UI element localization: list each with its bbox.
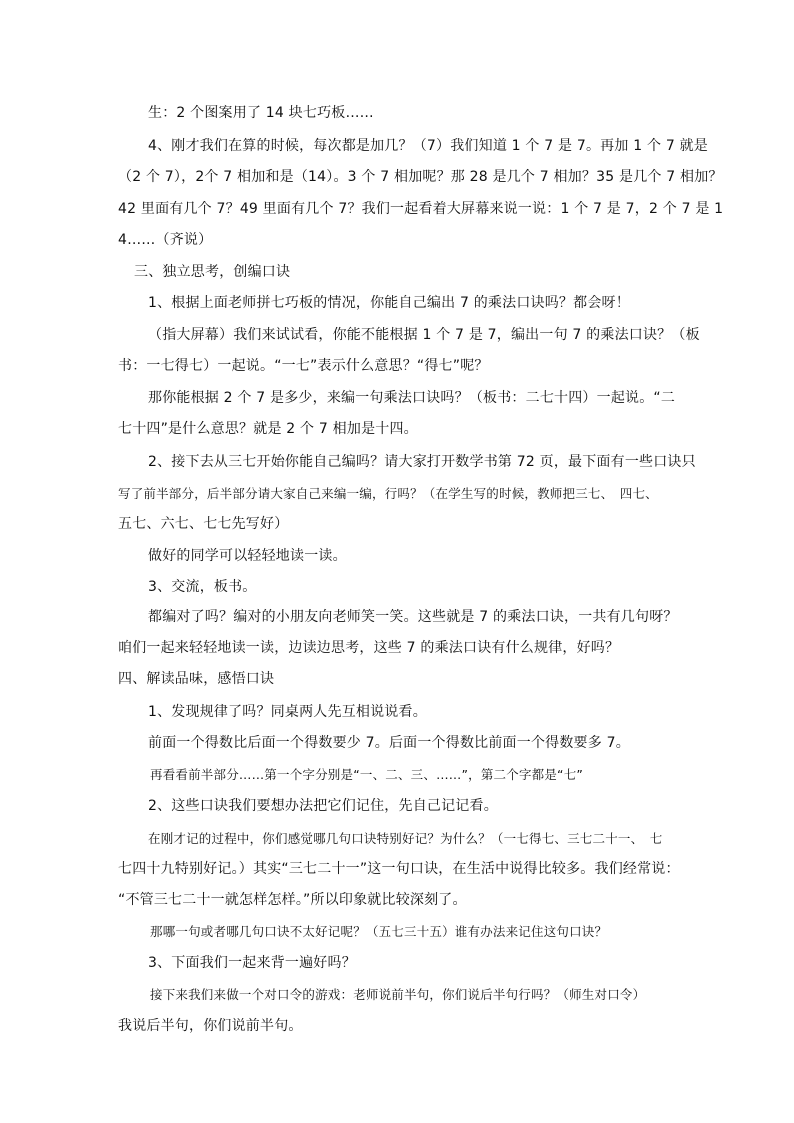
text-line: 4……（齐说） <box>118 232 213 248</box>
text-line: 书：一七得七）一起说。“一七”表示什么意思？“得七”呢？ <box>118 358 489 374</box>
section-heading: 四、解读品味，感悟口诀 <box>118 671 275 687</box>
text-line: 2、这些口诀我们要想办法把它们记住，先自己记记看。 <box>148 798 498 814</box>
text-line: “不管三七二十一就怎样怎样。”所以印象就比较深刻了。 <box>118 892 467 908</box>
text-line: 都编对了吗？编对的小朋友向老师笑一笑。这些就是 7 的乘法口诀，一共有几句呀？ <box>148 609 678 625</box>
text-line: 前面一个得数比后面一个得数要少 7。后面一个得数比前面一个得数要多 7。 <box>148 735 630 751</box>
text-line: 1、发现规律了吗？同桌两人先互相说说看。 <box>148 704 427 720</box>
text-line: 做好的同学可以轻轻地读一读。 <box>148 548 347 564</box>
text-line: 生：2 个图案用了 14 块七巧板…… <box>148 105 374 121</box>
text-line: 五七、六七、七七先写好） <box>118 516 289 532</box>
text-line: 3、下面我们一起来背一遍好吗？ <box>148 955 356 971</box>
text-line: 写了前半部分，后半部分请大家自己来编一编，行吗？（在学生写的时候，教师把三七、 四七、 <box>118 486 658 501</box>
section-heading: 三、独立思考，创编口诀 <box>134 264 291 280</box>
text-line: （2 个 7），2个 7 相加和是（14）。3 个 7 相加呢？那 28 是几个 7 相加？35 是几个 7 相加？ <box>118 169 723 185</box>
text-line: 再看看前半部分……第一个字分别是“一、二、三、……”，第二个字都是“七” <box>150 767 584 782</box>
text-line: 那哪一句或者哪几句口诀不太好记呢？（五七三十五）谁有办法来记住这句口诀？ <box>150 924 608 939</box>
text-line: （指大屏幕）我们来试试看，你能不能根据 1 个 7 是 7，编出一句 7 的乘法口诀？（板 <box>148 327 700 343</box>
text-line: 在刚才记的过程中，你们感觉哪几句口诀特别好记？为什么？（一七得七、三七二十一、 七 <box>148 831 663 846</box>
text-line: 咱们一起来轻轻地读一读，边读边思考，这些 7 的乘法口诀有什么规律，好吗？ <box>118 640 620 656</box>
text-line: 1、根据上面老师拼七巧板的情况，你能自己编出 7 的乘法口诀吗？都会呀！ <box>148 295 630 311</box>
text-line: 我说后半句，你们说前半句。 <box>118 1018 303 1034</box>
text-line: 七十四”是什么意思？就是 2 个 7 相加是十四。 <box>118 421 418 437</box>
text-line: 七四十九特别好记。）其实“三七二十一”这一句口诀，在生活中说得比较多。我们经常说： <box>118 861 680 877</box>
text-line: 3、交流，板书。 <box>148 579 257 595</box>
text-line: 那你能根据 2 个 7 是多少，来编一句乘法口诀吗？（板书：二七十四）一起说。“二 <box>148 390 676 406</box>
text-line: 42 里面有几个 7？49 里面有几个 7？我们一起看着大屏幕来说一说：1 个 7 是 7，2 个 7 是 1 <box>118 201 724 217</box>
text-line: 4、刚才我们在算的时候，每次都是加几？（7）我们知道 1 个 7 是 7。再加 1 个 7 就是 <box>148 138 709 154</box>
text-line: 2、接下去从三七开始你能自己编吗？请大家打开数学书第 72 页，最下面有一些口诀只 <box>148 454 696 470</box>
text-line: 接下来我们来做一个对口令的游戏：老师说前半句，你们说后半句行吗？（师生对口令） <box>150 987 646 1002</box>
